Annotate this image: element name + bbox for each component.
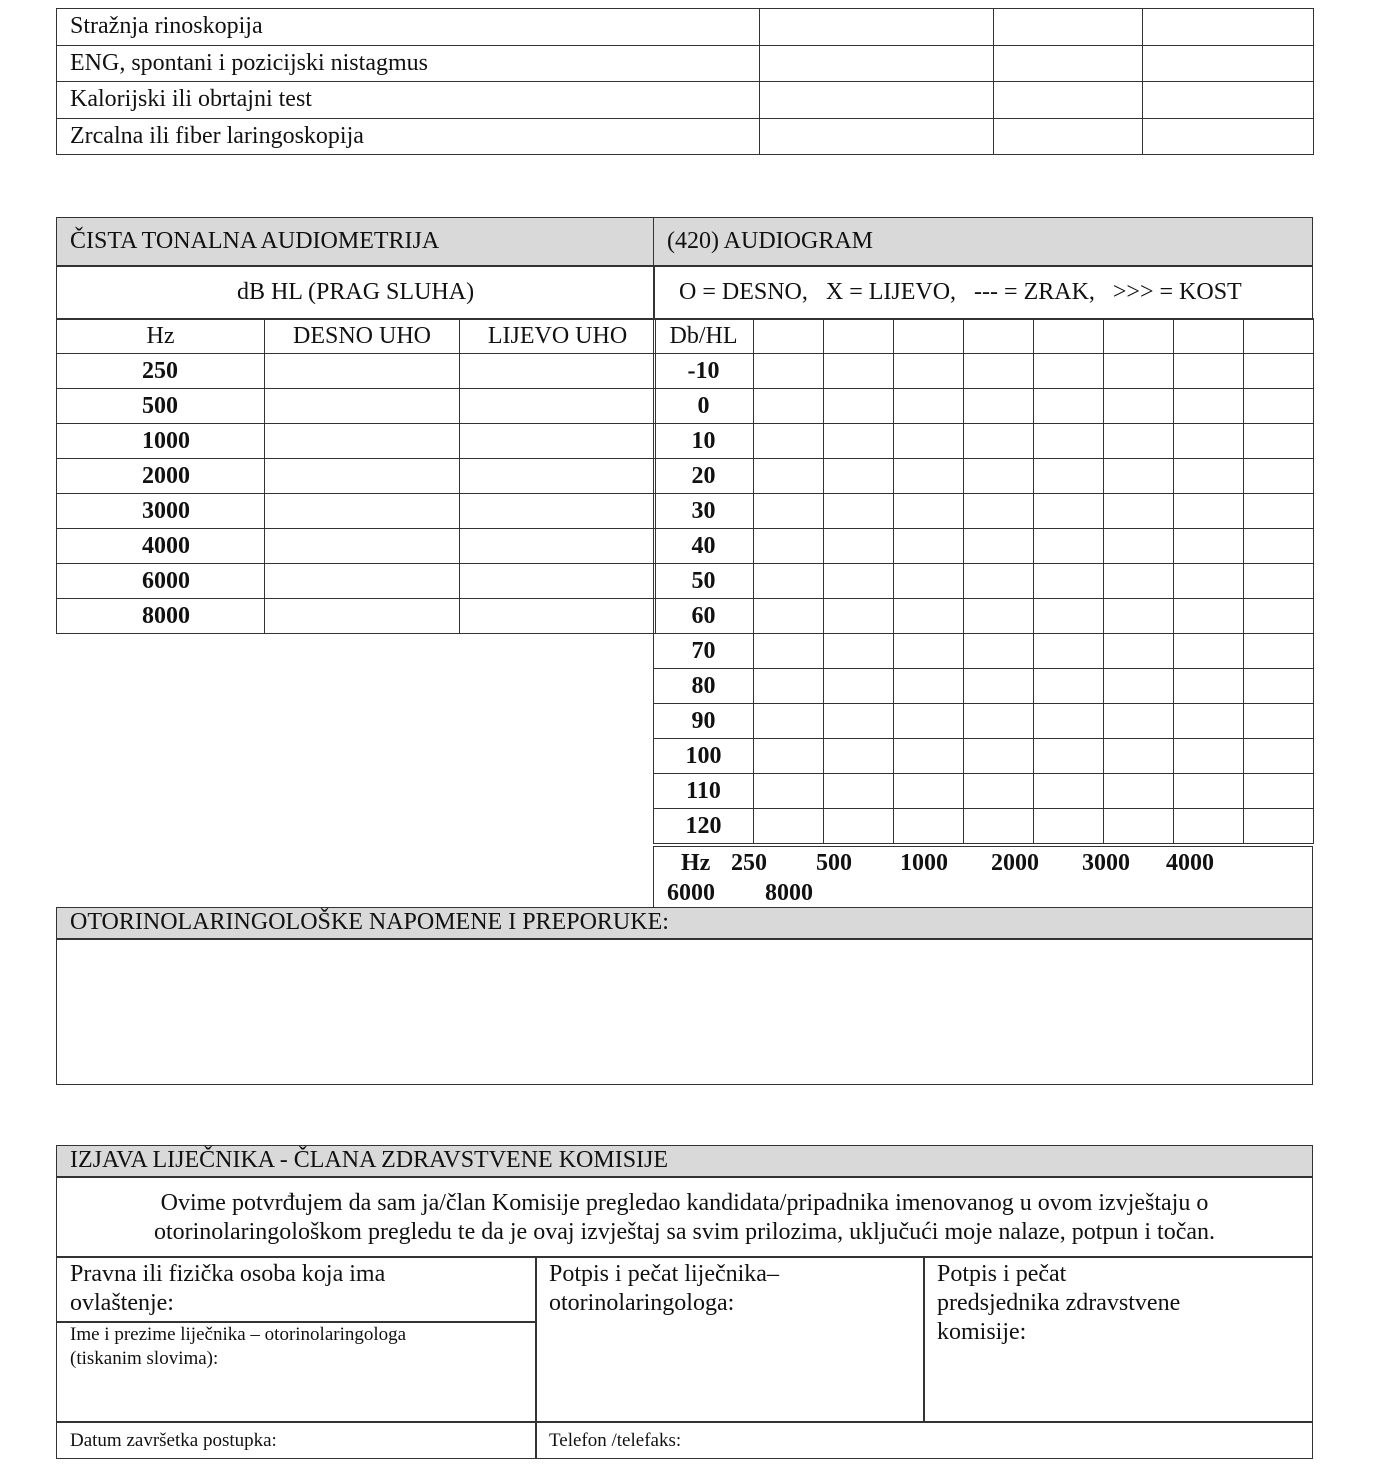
audiogram-cell[interactable]	[894, 389, 964, 424]
audiogram-cell[interactable]	[1104, 669, 1174, 704]
audiogram-cell[interactable]	[754, 424, 824, 459]
left-ear-cell[interactable]	[460, 564, 656, 599]
exam-table	[56, 8, 1314, 155]
frequency-cell: 1000	[57, 424, 265, 459]
audiogram-cell[interactable]	[964, 704, 1034, 739]
audiogram-cell[interactable]	[964, 774, 1034, 809]
audiogram-cell[interactable]	[824, 529, 894, 564]
exam-cell[interactable]	[1143, 82, 1314, 119]
audiogram-cell[interactable]	[1174, 424, 1244, 459]
audiogram-cell[interactable]	[894, 529, 964, 564]
audiogram-cell[interactable]	[1104, 424, 1174, 459]
audiogram-cell[interactable]	[1244, 354, 1314, 389]
audiogram-cell[interactable]	[754, 774, 824, 809]
db-level-label: 120	[654, 809, 754, 844]
hz-axis-value: 2000	[991, 850, 1039, 876]
audiogram-cell[interactable]	[1104, 564, 1174, 599]
audiogram-cell[interactable]	[1244, 319, 1314, 354]
notes-field[interactable]	[56, 938, 1313, 1085]
chair-signature-label: predsjednika zdravstvene	[937, 1290, 1181, 1316]
audiogram-cell[interactable]	[1174, 739, 1244, 774]
hz-axis-value: 1000	[900, 850, 948, 876]
frequency-cell: 3000	[57, 494, 265, 529]
audiogram-cell[interactable]	[1034, 704, 1104, 739]
audiogram-cell[interactable]	[1174, 529, 1244, 564]
audiogram-cell[interactable]	[1244, 634, 1314, 669]
db-level-label: 110	[654, 774, 754, 809]
db-level-label: 0	[654, 389, 754, 424]
db-level-label: 100	[654, 739, 754, 774]
db-level-label: 20	[654, 459, 754, 494]
table-row	[57, 354, 656, 389]
audiogram-cell[interactable]	[824, 319, 894, 354]
audiogram-cell[interactable]	[1034, 319, 1104, 354]
frequency-cell: 2000	[57, 459, 265, 494]
audiogram-cell[interactable]	[964, 739, 1034, 774]
audiogram-row	[654, 319, 1314, 354]
audiogram-cell[interactable]	[1244, 739, 1314, 774]
audiogram-row	[654, 809, 1314, 844]
audiometry-subtitle: dB HL (PRAG SLUHA)	[56, 265, 655, 320]
exam-label: Zrcalna ili fiber laringoskopija	[57, 118, 760, 155]
audiogram-cell[interactable]	[894, 424, 964, 459]
audiogram-cell[interactable]	[754, 809, 824, 844]
audiogram-row	[654, 529, 1314, 564]
doctor-signature-field[interactable]	[535, 1256, 925, 1423]
audiogram-cell[interactable]	[1174, 564, 1244, 599]
exam-cell[interactable]	[994, 82, 1143, 119]
table-row	[57, 82, 1314, 119]
table-row	[57, 459, 656, 494]
exam-label: Stražnja rinoskopija	[57, 9, 760, 46]
frequency-cell: 500	[57, 389, 265, 424]
audiogram-cell[interactable]	[1104, 809, 1174, 844]
audiogram-cell[interactable]	[1104, 319, 1174, 354]
exam-label: ENG, spontani i pozicijski nistagmus	[57, 45, 760, 82]
audiogram-cell[interactable]	[754, 389, 824, 424]
table-row	[57, 118, 1314, 155]
audiogram-cell[interactable]	[1034, 354, 1104, 389]
threshold-table	[56, 318, 656, 634]
hz-axis-label: Hz	[681, 850, 711, 876]
doctor-name-label: Ime i prezime liječnika – otorinolaringologa	[70, 1324, 407, 1345]
table-row	[57, 9, 1314, 46]
table-row	[57, 424, 656, 459]
right-ear-cell[interactable]	[265, 459, 460, 494]
audiogram-cell[interactable]	[754, 459, 824, 494]
exam-cell[interactable]	[760, 45, 994, 82]
statement-line: otorinolaringološkom pregledu te da je ovaj izvještaj sa svim prilozima, uključući moje nalaze, potpun i točan.	[153, 1219, 1216, 1245]
audiogram-cell[interactable]	[824, 809, 894, 844]
left-ear-cell[interactable]	[460, 354, 656, 389]
left-ear-cell[interactable]	[460, 599, 656, 634]
db-level-label: 10	[654, 424, 754, 459]
audiogram-cell[interactable]	[964, 424, 1034, 459]
left-ear-cell[interactable]	[460, 494, 656, 529]
doctor-name-label: (tiskanim slovima):	[70, 1348, 219, 1369]
audiogram-cell[interactable]	[824, 704, 894, 739]
chair-signature-field[interactable]	[923, 1256, 1313, 1423]
audiogram-cell[interactable]	[964, 389, 1034, 424]
audiogram-cell[interactable]	[1104, 389, 1174, 424]
audiogram-cell[interactable]	[1174, 459, 1244, 494]
table-row	[57, 529, 656, 564]
frequency-cell: 4000	[57, 529, 265, 564]
completion-date-field[interactable]	[56, 1421, 537, 1459]
audiogram-cell[interactable]	[754, 319, 824, 354]
audiogram-cell[interactable]	[964, 459, 1034, 494]
audiogram-cell[interactable]	[824, 494, 894, 529]
audiogram-cell[interactable]	[1174, 319, 1244, 354]
audiogram-cell[interactable]	[1034, 529, 1104, 564]
audiogram-cell[interactable]	[964, 564, 1034, 599]
audiogram-cell[interactable]	[1244, 529, 1314, 564]
audiogram-cell[interactable]	[754, 354, 824, 389]
audiogram-cell[interactable]	[1174, 354, 1244, 389]
audiogram-cell[interactable]	[1034, 564, 1104, 599]
table-row	[57, 45, 1314, 82]
audiogram-row	[654, 599, 1314, 634]
exam-cell[interactable]	[1143, 45, 1314, 82]
audiogram-cell[interactable]	[754, 564, 824, 599]
notes-title: OTORINOLARINGOLOŠKE NAPOMENE I PREPORUKE:	[56, 907, 1313, 940]
audiogram-cell[interactable]	[1104, 774, 1174, 809]
audiogram-cell[interactable]	[1174, 389, 1244, 424]
audiogram-cell[interactable]	[1104, 599, 1174, 634]
audiogram-cell[interactable]	[754, 494, 824, 529]
audiogram-cell[interactable]	[824, 599, 894, 634]
audiogram-cell[interactable]	[1034, 774, 1104, 809]
table-row	[57, 494, 656, 529]
audiogram-cell[interactable]	[1034, 494, 1104, 529]
exam-cell[interactable]	[994, 118, 1143, 155]
audiogram-cell[interactable]	[1104, 704, 1174, 739]
db-level-label: 90	[654, 704, 754, 739]
audiogram-row	[654, 669, 1314, 704]
left-ear-cell[interactable]	[460, 529, 656, 564]
audiogram-cell[interactable]	[824, 634, 894, 669]
audiogram-cell[interactable]	[1174, 704, 1244, 739]
exam-cell[interactable]	[1143, 118, 1314, 155]
right-ear-cell[interactable]	[265, 494, 460, 529]
table-row	[57, 564, 656, 599]
completion-date-label: Datum završetka postupka:	[70, 1430, 277, 1451]
legal-entity-label: ovlaštenje:	[70, 1290, 174, 1316]
audiogram-cell[interactable]	[754, 529, 824, 564]
audiogram-cell[interactable]	[1174, 774, 1244, 809]
audiogram-cell[interactable]	[824, 459, 894, 494]
db-level-label: 40	[654, 529, 754, 564]
audiogram-row	[654, 459, 1314, 494]
exam-cell[interactable]	[760, 82, 994, 119]
audiogram-cell[interactable]	[1034, 459, 1104, 494]
audiogram-legend: O = DESNO, X = LIJEVO, --- = ZRAK, >>> = KOST	[653, 265, 1313, 320]
audiogram-cell[interactable]	[964, 809, 1034, 844]
audiogram-row	[654, 704, 1314, 739]
table-row	[57, 599, 656, 634]
audiogram-cell[interactable]	[964, 354, 1034, 389]
audiogram-cell[interactable]	[1104, 494, 1174, 529]
audiogram-cell[interactable]	[754, 634, 824, 669]
col-hz-header: Hz	[57, 319, 265, 354]
db-level-label: 70	[654, 634, 754, 669]
audiogram-cell[interactable]	[894, 319, 964, 354]
audiogram-row	[654, 389, 1314, 424]
audiogram-cell[interactable]	[894, 599, 964, 634]
audiogram-cell[interactable]	[894, 669, 964, 704]
left-ear-cell[interactable]	[460, 424, 656, 459]
hz-axis-value: 500	[816, 850, 852, 876]
audiogram-cell[interactable]	[1104, 459, 1174, 494]
audiogram-cell[interactable]	[1174, 634, 1244, 669]
exam-cell[interactable]	[760, 9, 994, 46]
audiogram-cell[interactable]	[894, 634, 964, 669]
audiogram-cell[interactable]	[1174, 494, 1244, 529]
db-level-label: 60	[654, 599, 754, 634]
audiometry-title: ČISTA TONALNA AUDIOMETRIJA	[56, 217, 655, 267]
audiogram-cell[interactable]	[964, 529, 1034, 564]
audiogram-cell[interactable]	[1244, 459, 1314, 494]
right-ear-cell[interactable]	[265, 529, 460, 564]
audiogram-cell[interactable]	[1034, 739, 1104, 774]
frequency-cell: 8000	[57, 599, 265, 634]
audiogram-cell[interactable]	[1244, 704, 1314, 739]
audiogram-cell[interactable]	[1104, 354, 1174, 389]
audiogram-cell[interactable]	[1034, 424, 1104, 459]
audiogram-cell[interactable]	[1034, 599, 1104, 634]
exam-cell[interactable]	[994, 45, 1143, 82]
audiogram-cell[interactable]	[1034, 389, 1104, 424]
audiogram-cell[interactable]	[824, 389, 894, 424]
left-ear-cell[interactable]	[460, 389, 656, 424]
hz-axis-value: 3000	[1082, 850, 1130, 876]
db-level-label: 80	[654, 669, 754, 704]
audiogram-cell[interactable]	[1104, 529, 1174, 564]
audiogram-cell[interactable]	[894, 564, 964, 599]
db-level-label: 50	[654, 564, 754, 599]
right-ear-cell[interactable]	[265, 354, 460, 389]
audiogram-row	[654, 424, 1314, 459]
audiogram-cell[interactable]	[964, 599, 1034, 634]
audiogram-cell[interactable]	[754, 739, 824, 774]
doctor-name-field[interactable]	[56, 1321, 537, 1423]
audiogram-cell[interactable]	[1244, 809, 1314, 844]
col-right-ear-header: DESNO UHO	[265, 319, 460, 354]
right-ear-cell[interactable]	[265, 424, 460, 459]
exam-cell[interactable]	[1143, 9, 1314, 46]
legal-entity-label: Pravna ili fizička osoba koja ima	[70, 1261, 386, 1287]
audiogram-cell[interactable]	[1244, 424, 1314, 459]
audiogram-cell[interactable]	[1034, 669, 1104, 704]
exam-cell[interactable]	[994, 9, 1143, 46]
audiogram-cell[interactable]	[964, 319, 1034, 354]
audiogram-title: (420) AUDIOGRAM	[653, 217, 1313, 267]
audiogram-cell[interactable]	[754, 704, 824, 739]
statement-line: Ovime potvrđujem da sam ja/član Komisije pregledao kandidata/pripadnika imenovanog u ovom izvještaju o	[160, 1190, 1209, 1216]
right-ear-cell[interactable]	[265, 564, 460, 599]
audiogram-cell[interactable]	[754, 599, 824, 634]
audiogram-cell[interactable]	[964, 494, 1034, 529]
audiogram-cell[interactable]	[894, 354, 964, 389]
audiogram-cell[interactable]	[1104, 634, 1174, 669]
phone-fax-label: Telefon /telefaks:	[549, 1430, 682, 1451]
right-ear-cell[interactable]	[265, 389, 460, 424]
hz-axis-value: 250	[731, 850, 767, 876]
audiogram-cell[interactable]	[824, 354, 894, 389]
frequency-cell: 6000	[57, 564, 265, 599]
db-level-label: 30	[654, 494, 754, 529]
audiogram-cell[interactable]	[894, 494, 964, 529]
right-ear-cell[interactable]	[265, 599, 460, 634]
table-header-row	[57, 319, 656, 354]
frequency-cell: 250	[57, 354, 265, 389]
audiogram-hz-axis	[653, 846, 1313, 909]
audiogram-cell[interactable]	[894, 739, 964, 774]
statement-text	[56, 1176, 1313, 1258]
exam-label: Kalorijski ili obrtajni test	[57, 82, 760, 119]
audiogram-cell[interactable]	[824, 669, 894, 704]
audiogram-row	[654, 739, 1314, 774]
audiogram-cell[interactable]	[1244, 669, 1314, 704]
audiogram-cell[interactable]	[1244, 774, 1314, 809]
exam-cell[interactable]	[760, 118, 994, 155]
audiogram-cell[interactable]	[1034, 634, 1104, 669]
db-level-label: -10	[654, 354, 754, 389]
hz-axis-value: 6000	[667, 880, 715, 906]
table-row	[57, 389, 656, 424]
audiogram-cell[interactable]	[964, 634, 1034, 669]
audiogram-cell[interactable]	[964, 669, 1034, 704]
chair-signature-label: komisije:	[937, 1319, 1027, 1345]
audiogram-cell[interactable]	[824, 774, 894, 809]
audiogram-cell[interactable]	[824, 739, 894, 774]
audiogram-cell[interactable]	[1244, 494, 1314, 529]
audiogram-cell[interactable]	[1034, 809, 1104, 844]
audiogram-cell[interactable]	[1174, 599, 1244, 634]
statement-title: IZJAVA LIJEČNIKA - ČLANA ZDRAVSTVENE KOMISIJE	[56, 1145, 1313, 1178]
legal-entity-field[interactable]	[56, 1256, 537, 1323]
hz-axis-value: 8000	[765, 880, 813, 906]
audiogram-cell[interactable]	[894, 459, 964, 494]
db-axis-label: Db/HL	[654, 319, 754, 354]
audiogram-row	[654, 634, 1314, 669]
doctor-signature-label: Potpis i pečat liječnika–	[549, 1261, 779, 1287]
hz-axis-value: 4000	[1166, 850, 1214, 876]
audiogram-row	[654, 564, 1314, 599]
audiogram-cell[interactable]	[1174, 669, 1244, 704]
audiogram-grid	[653, 318, 1314, 844]
audiogram-cell[interactable]	[824, 564, 894, 599]
audiogram-cell[interactable]	[894, 809, 964, 844]
audiogram-cell[interactable]	[894, 774, 964, 809]
audiogram-row	[654, 494, 1314, 529]
col-left-ear-header: LIJEVO UHO	[460, 319, 656, 354]
audiogram-cell[interactable]	[754, 669, 824, 704]
left-ear-cell[interactable]	[460, 459, 656, 494]
audiogram-row	[654, 774, 1314, 809]
audiogram-cell[interactable]	[824, 424, 894, 459]
audiogram-cell[interactable]	[1174, 809, 1244, 844]
audiogram-cell[interactable]	[1244, 564, 1314, 599]
audiogram-cell[interactable]	[1244, 389, 1314, 424]
audiogram-cell[interactable]	[894, 704, 964, 739]
audiogram-cell[interactable]	[1244, 599, 1314, 634]
doctor-signature-label: otorinolaringologa:	[549, 1290, 735, 1316]
audiogram-row	[654, 354, 1314, 389]
phone-fax-field[interactable]	[535, 1421, 1313, 1459]
chair-signature-label: Potpis i pečat	[937, 1261, 1067, 1287]
audiogram-cell[interactable]	[1104, 739, 1174, 774]
